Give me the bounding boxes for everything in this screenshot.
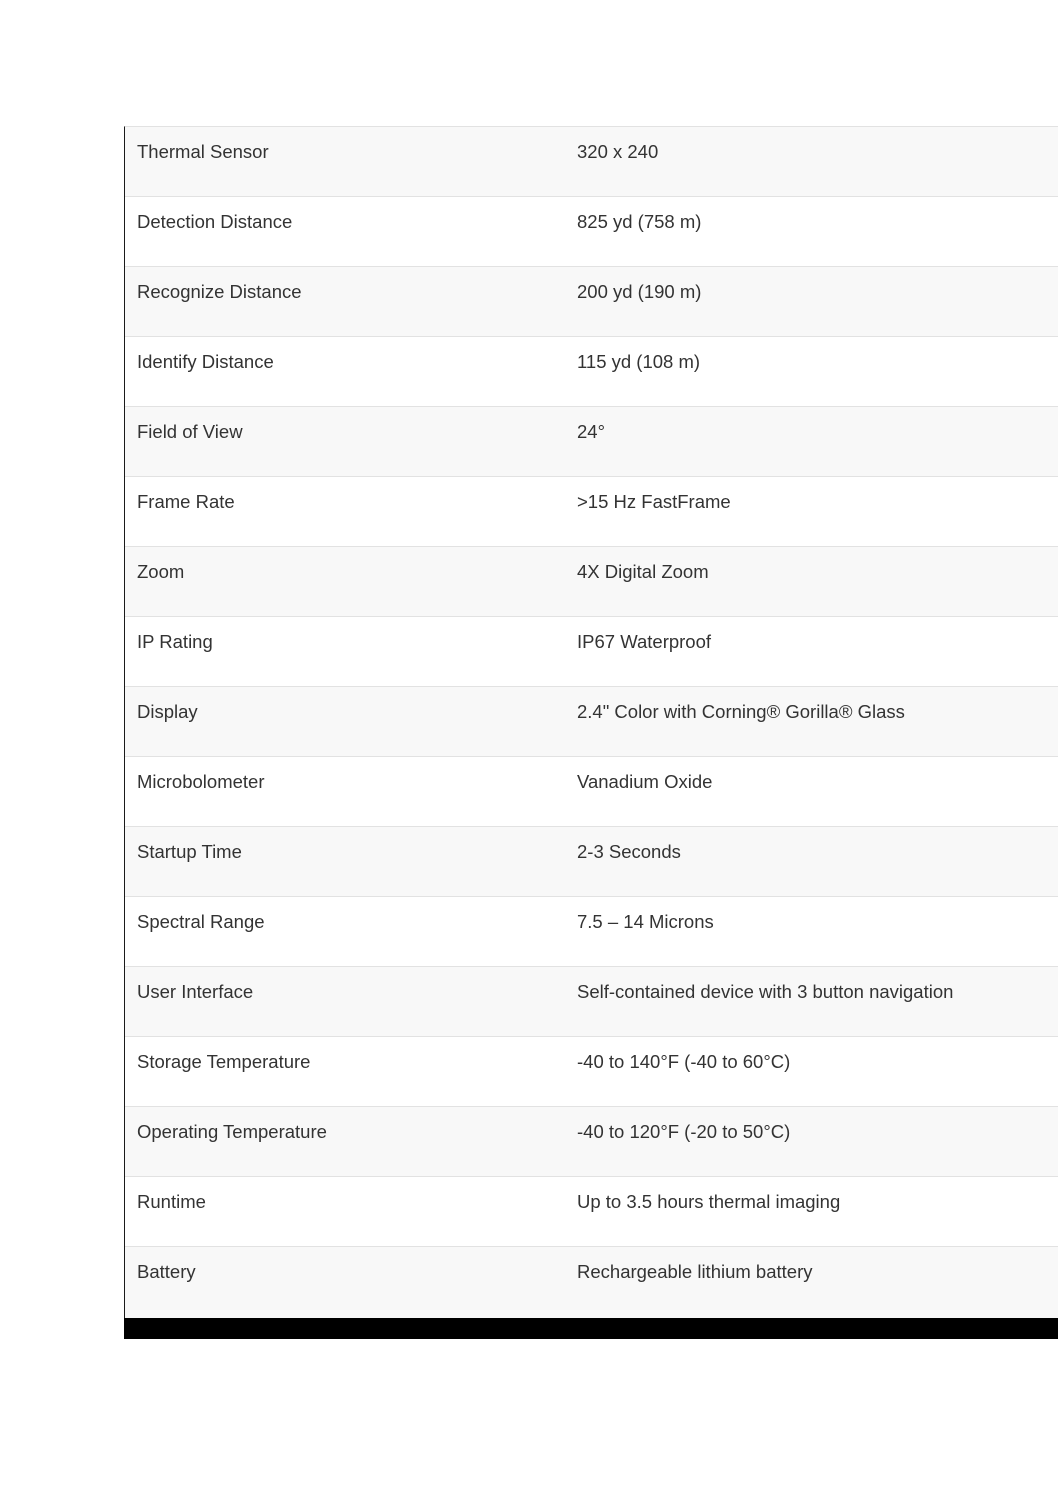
spec-value: 2-3 Seconds [577, 841, 681, 862]
spec-label: Zoom [137, 561, 185, 582]
table-row [125, 197, 1058, 267]
spec-value: -40 to 120°F (-20 to 50°C) [577, 1121, 791, 1142]
spec-label: Startup Time [137, 841, 242, 862]
table-row [125, 1107, 1058, 1177]
spec-value: Self-contained device with 3 button navigation [577, 981, 954, 1002]
spec-value: 825 yd (758 m) [577, 211, 702, 232]
spec-label: Field of View [137, 421, 243, 442]
spec-label: Spectral Range [137, 911, 265, 932]
table-row [125, 897, 1058, 967]
table-row [125, 407, 1058, 477]
table-footer-bar [124, 1318, 1058, 1339]
spec-value: 24° [577, 421, 605, 442]
table-row [125, 757, 1058, 827]
spec-label: Battery [137, 1261, 196, 1282]
spec-value: IP67 Waterproof [577, 631, 712, 652]
spec-label: Detection Distance [137, 211, 293, 232]
spec-label: User Interface [137, 981, 254, 1002]
spec-rows [125, 127, 1058, 1318]
table-row [125, 967, 1058, 1037]
spec-label: Runtime [137, 1191, 206, 1212]
spec-label: Frame Rate [137, 491, 235, 512]
spec-label: Microbolometer [137, 771, 265, 792]
spec-value: >15 Hz FastFrame [577, 491, 731, 512]
table-row [125, 267, 1058, 337]
spec-label: Recognize Distance [137, 281, 302, 302]
table-row [125, 547, 1058, 617]
table-row [125, 617, 1058, 687]
table-row [125, 1037, 1058, 1107]
spec-value: Up to 3.5 hours thermal imaging [577, 1191, 841, 1212]
table-row [125, 1247, 1058, 1318]
table-row [125, 127, 1058, 197]
spec-value: Rechargeable lithium battery [577, 1261, 813, 1282]
table-row [125, 1177, 1058, 1247]
spec-label: Thermal Sensor [137, 141, 269, 162]
spec-label: Identify Distance [137, 351, 274, 372]
spec-table [124, 126, 1058, 1339]
table-row [125, 687, 1058, 757]
spec-value: 7.5 – 14 Microns [577, 911, 714, 932]
table-row [125, 827, 1058, 897]
spec-value: 4X Digital Zoom [577, 561, 709, 582]
table-row [125, 337, 1058, 407]
spec-value: 200 yd (190 m) [577, 281, 702, 302]
spec-label: Operating Temperature [137, 1121, 327, 1142]
spec-value: 320 x 240 [577, 141, 659, 162]
spec-value: 115 yd (108 m) [577, 351, 701, 372]
spec-label: Storage Temperature [137, 1051, 311, 1072]
spec-label: IP Rating [137, 631, 213, 652]
spec-value: -40 to 140°F (-40 to 60°C) [577, 1051, 791, 1072]
spec-value: Vanadium Oxide [577, 771, 713, 792]
spec-label: Display [137, 701, 198, 722]
table-row [125, 477, 1058, 547]
spec-value: 2.4" Color with Corning® Gorilla® Glass [577, 701, 905, 722]
